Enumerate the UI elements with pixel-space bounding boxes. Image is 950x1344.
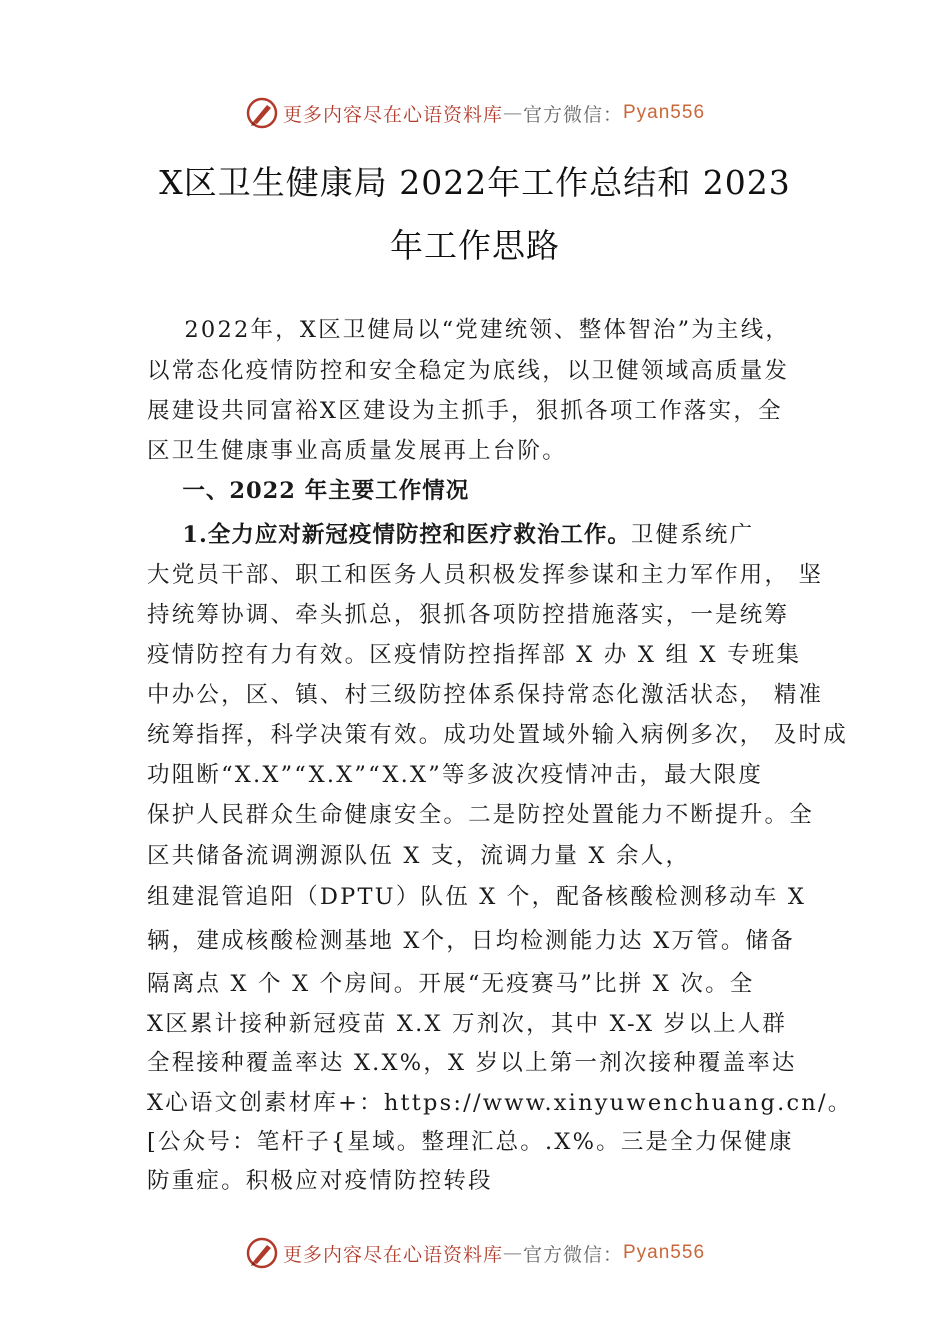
body-line: 区卫生健康事业高质量发展再上台阶。: [147, 438, 567, 464]
body-line: 组建混管追阳（DPTU）队伍 X 个，配备核酸检测移动车 X: [147, 884, 807, 910]
watermark-label: 官方微信：: [522, 1243, 623, 1266]
section-heading: 一、2022 年主要工作情况: [147, 478, 470, 504]
watermark-id: Pyan556: [623, 102, 706, 123]
body-line: X区累计接种新冠疫苗 X.X 万剂次，其中 X-X 岁以上人群: [147, 1011, 788, 1037]
body-text: 卫健系统广: [630, 522, 755, 548]
body-line: 疫情防控有力有效。区疫情防控指挥部 X 办 X 组 X 专班集: [147, 642, 802, 668]
body-line: 全程接种覆盖率达 X.X%，X 岁以上第一剂次接种覆盖率达: [147, 1050, 797, 1076]
body-line: 中办公，区、镇、村三级防控体系保持常态化激活状态， 精准: [147, 682, 824, 708]
watermark-site: 更多内容尽在心语资料库: [282, 103, 503, 126]
body-line: 隔离点 X 个 X 个房间。开展“无疫赛马”比拼 X 次。全: [147, 971, 755, 997]
body-line: [147, 520, 754, 550]
body-line: 持统筹协调、牵头抓总，狠抓各项防控措施落实，一是统筹: [147, 602, 790, 628]
body-line: 保护人民群众生命健康安全。二是防控处置能力不断提升。全: [147, 802, 814, 828]
document-title-line-1: X区卫生健康局 2022年工作总结和 2023: [159, 163, 791, 202]
body-line: 2022年，X区卫健局以“党建统领、整体智治”为主线，: [147, 317, 791, 343]
body-line: 区共储备流调溯源队伍 X 支，流调力量 X 余人，: [147, 843, 691, 869]
pen-logo-icon: [245, 1236, 279, 1270]
body-line: 大党员干部、职工和医务人员积极发挥参谋和主力军作用， 坚: [147, 562, 824, 588]
document-title-line-2: 年工作思路: [390, 226, 560, 265]
watermark-label: 官方微信：: [522, 103, 623, 126]
body-line: 统筹指挥，科学决策有效。成功处置域外输入病例多次， 及时成: [147, 722, 848, 748]
watermark-bottom: [0, 1236, 950, 1270]
watermark-top: [0, 96, 950, 130]
body-line: X心语文创素材库+：https://www.xinyuwenchuang.cn/。: [147, 1090, 853, 1116]
pen-logo-icon: [245, 96, 279, 130]
body-line: 展建设共同富裕X区建设为主抓手，狠抓各项工作落实，全: [147, 398, 783, 424]
watermark-id: Pyan556: [623, 1242, 706, 1263]
body-line: 辆，建成核酸检测基地 X个，日均检测能力达 X万管。储备: [147, 928, 795, 954]
watermark-dash: —: [502, 1242, 523, 1264]
watermark-dash: —: [502, 102, 523, 124]
subsection-heading: 1.全力应对新冠疫情防控和医疗救治工作。: [147, 522, 631, 548]
body-line: 以常态化疫情防控和安全稳定为底线，以卫健领域高质量发: [147, 358, 790, 384]
body-line: [公众号：笔杆子{星域。整理汇总。.X%。三是全力保健康: [147, 1129, 794, 1155]
watermark-site: 更多内容尽在心语资料库: [282, 1243, 503, 1266]
body-line: 功阻断“X.X”“X.X”“X.X”等多波次疫情冲击，最大限度: [147, 762, 764, 788]
body-line: 防重症。积极应对疫情防控转段: [147, 1168, 493, 1194]
